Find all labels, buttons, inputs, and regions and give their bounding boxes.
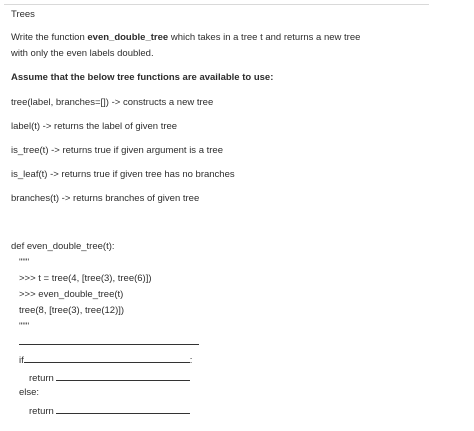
docstring-open: """ — [19, 257, 30, 268]
function-description: label(t) -> returns the label of given tree — [11, 121, 178, 132]
function-description: is_leaf(t) -> returns true if given tree has no branches — [11, 169, 235, 180]
return-line-2 — [29, 403, 190, 418]
function-name: even_double_tree — [87, 32, 169, 43]
return-keyword: return — [29, 406, 54, 417]
colon: : — [189, 355, 193, 366]
if-line — [19, 352, 192, 367]
return-blank-2[interactable] — [56, 403, 190, 414]
answer-blank-line[interactable] — [19, 344, 199, 345]
else-line: else: — [19, 387, 40, 398]
assume-heading: Assume that the below tree functions are available to use: — [11, 72, 274, 83]
if-keyword: if — [19, 355, 24, 366]
function-description: is_tree(t) -> returns true if given argument is a tree — [11, 145, 223, 156]
question-line-1 — [11, 31, 360, 44]
question-line-2: with only the even labels doubled. — [11, 48, 154, 59]
doctest-line: >>> t = tree(4, [tree(3), tree(6)]) — [19, 273, 152, 284]
def-line: def even_double_tree(t): — [11, 241, 115, 252]
return-keyword: return — [29, 373, 54, 384]
section-title: Trees — [11, 9, 35, 20]
function-description: tree(label, branches=[]) -> constructs a new tree — [11, 97, 214, 108]
question-text: which takes in a tree t and returns a new tree — [168, 32, 361, 43]
if-condition-blank[interactable] — [24, 352, 190, 363]
return-line-1 — [29, 370, 190, 385]
doctest-line: >>> even_double_tree(t) — [19, 289, 124, 300]
question-text: Write the function — [11, 32, 88, 43]
docstring-close: """ — [19, 321, 30, 332]
return-blank-1[interactable] — [56, 370, 190, 381]
top-divider — [4, 4, 429, 5]
function-description: branches(t) -> returns branches of given tree — [11, 193, 200, 204]
doctest-result: tree(8, [tree(3), tree(12)]) — [19, 305, 125, 316]
